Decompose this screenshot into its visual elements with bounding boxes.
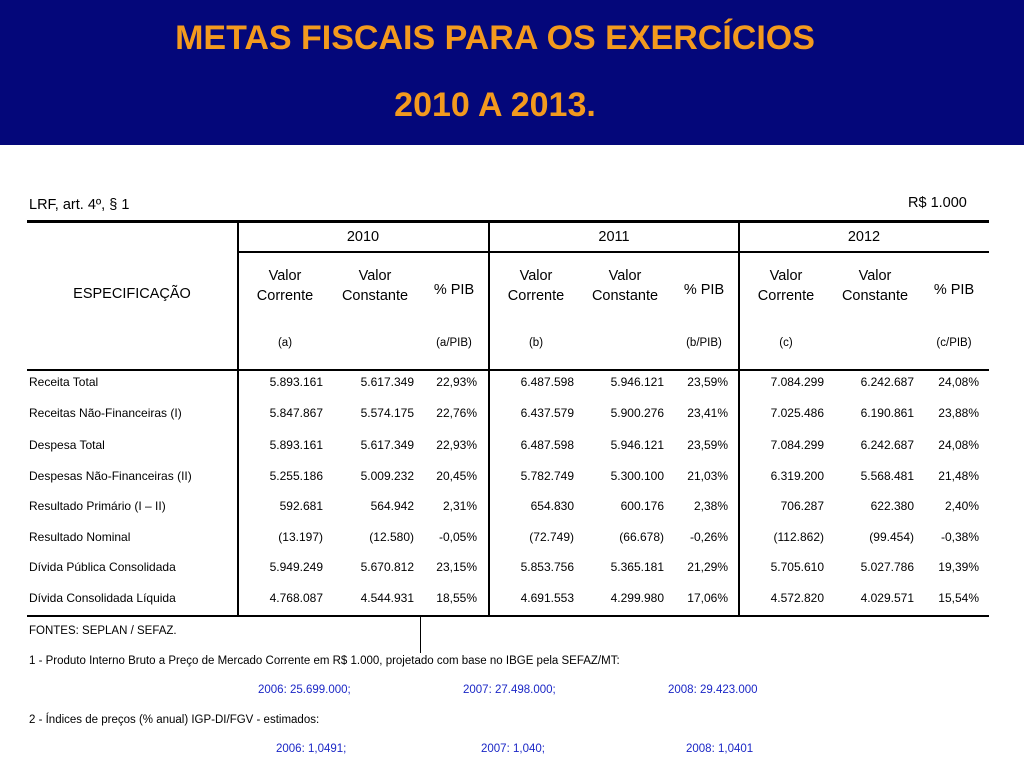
cell-value: 6.487.598 [520,375,574,389]
pib-2008: 2008: 29.423.000 [668,684,758,696]
col-header-valor-corrente [741,266,831,306]
col-header-pib: % PIB [933,282,975,298]
cell-value: 706.287 [780,499,824,513]
col-header-valor-corrente [491,266,581,306]
cell-value: 5.705.610 [770,560,824,574]
cell-value: 5.255.186 [269,469,323,483]
row-label: Dívida Pública Consolidada [29,560,176,574]
cell-value: 22,93% [436,438,477,452]
cell-value: 4.691.553 [520,591,574,605]
cell-value: 22,76% [436,406,477,420]
spec-header: ESPECIFICAÇÃO [73,286,191,302]
year-header-2012: 2012 [847,229,881,245]
cell-value: 592.681 [279,499,323,513]
col-subheader: (a/PIB) [436,337,472,349]
footnote-sources: FONTES: SEPLAN / SEFAZ. [29,625,177,637]
table-bottom-rule [27,615,989,617]
stray-vertical-line [420,615,421,653]
cell-value: 4.572.820 [770,591,824,605]
spec-column-divider [237,222,239,616]
slide-title-line2: 2010 A 2013. [394,86,596,124]
cell-value: 21,03% [687,469,728,483]
cell-value: 5.365.181 [610,560,664,574]
cell-value: 24,08% [938,438,979,452]
col-header-valor-constante [830,266,920,306]
cell-value: 5.670.812 [360,560,414,574]
cell-value: 4.768.087 [269,591,323,605]
cell-value: 622.380 [870,499,914,513]
row-label: Receitas Não-Financeiras (I) [29,406,182,420]
col-header-valor-constante [330,266,420,306]
row-label: Resultado Primário (I – II) [29,499,166,513]
cell-value: -0,26% [689,530,728,544]
col-subheader: (a) [277,337,293,349]
cell-value: 23,59% [687,375,728,389]
pib-2007: 2007: 27.498.000; [463,684,556,696]
cell-value: 564.942 [370,499,414,513]
col-header-line1: Valor [358,268,392,284]
cell-value: 7.025.486 [770,406,824,420]
cell-value: 2,31% [442,499,477,513]
cell-value: 6.487.598 [520,438,574,452]
slide-title-line1: METAS FISCAIS PARA OS EXERCÍCIOS [175,19,815,57]
cell-value: 5.853.756 [520,560,574,574]
cell-value: 2,40% [944,499,979,513]
col-subheader: (b/PIB) [686,337,722,349]
col-header-valor-corrente [240,266,330,306]
col-header-line2: Constante [341,288,409,304]
cell-value: 24,08% [938,375,979,389]
cell-value: 6.437.579 [520,406,574,420]
cell-value: 23,88% [938,406,979,420]
table-top-rule [27,220,989,223]
cell-value: 5.300.100 [610,469,664,483]
price-index-2006: 2006: 1,0491; [276,743,347,755]
cell-value: (13.197) [278,530,323,544]
cell-value: (72.749) [529,530,574,544]
cell-value: (12.580) [369,530,414,544]
cell-value: 600.176 [620,499,664,513]
legal-reference: LRF, art. 4º, § 1 [29,197,130,213]
col-subheader: (c) [779,337,793,349]
cell-value: -0,38% [940,530,979,544]
cell-value: 5.893.161 [269,438,323,452]
col-header-line2: Corrente [507,288,565,304]
cell-value: 5.949.249 [269,560,323,574]
year-2012-divider [738,222,740,616]
year-header-2011: 2011 [598,229,630,245]
cell-value: 23,15% [436,560,477,574]
col-header-line1: Valor [268,268,302,284]
cell-value: 20,45% [436,469,477,483]
pib-2006: 2006: 25.699.000; [258,684,351,696]
col-header-line1: Valor [608,268,642,284]
cell-value: 5.617.349 [360,438,414,452]
year-2011-divider [488,222,490,616]
cell-value: 23,41% [687,406,728,420]
row-label: Despesas Não-Financeiras (II) [29,469,192,483]
cell-value: 4.029.571 [860,591,914,605]
cell-value: 5.574.175 [360,406,414,420]
cell-value: (99.454) [869,530,914,544]
cell-value: 21,29% [687,560,728,574]
cell-value: 22,93% [436,375,477,389]
row-label: Despesa Total [29,438,105,452]
cell-value: 23,59% [687,438,728,452]
cell-value: 15,54% [938,591,979,605]
col-header-line2: Constante [841,288,909,304]
cell-value: 7.084.299 [770,375,824,389]
cell-value: 6.319.200 [770,469,824,483]
cell-value: 6.190.861 [860,406,914,420]
price-index-2007: 2007: 1,040; [481,743,545,755]
cell-value: 4.544.931 [360,591,414,605]
col-header-pib: % PIB [433,282,475,298]
cell-value: 5.946.121 [610,438,664,452]
year-header-2010: 2010 [346,229,380,245]
cell-value: 654.830 [530,499,574,513]
col-header-line2: Constante [591,288,659,304]
row-label: Receita Total [29,375,99,389]
cell-value: 6.242.687 [860,375,914,389]
header-bottom-rule [27,369,989,371]
cell-value: 5.027.786 [860,560,914,574]
cell-value: (112.862) [773,530,824,544]
col-header-line2: Corrente [757,288,815,304]
col-header-line1: Valor [769,268,803,284]
cell-value: 19,39% [938,560,979,574]
cell-value: 18,55% [436,591,477,605]
cell-value: (66.678) [619,530,664,544]
year-header-rule [238,251,989,253]
cell-value: 6.242.687 [860,438,914,452]
col-header-valor-constante [580,266,670,306]
cell-value: -0,05% [438,530,477,544]
cell-value: 7.084.299 [770,438,824,452]
footnote-1: 1 - Produto Interno Bruto a Preço de Mercado Corrente em R$ 1.000, projetado com base no IBGE pela SEFAZ/MT: [29,655,620,667]
col-subheader: (b) [528,337,544,349]
col-header-line1: Valor [519,268,553,284]
cell-value: 5.847.867 [269,406,323,420]
col-subheader: (c/PIB) [936,337,972,349]
price-index-2008: 2008: 1,0401 [686,743,754,755]
cell-value: 5.893.161 [269,375,323,389]
row-label: Resultado Nominal [29,530,131,544]
cell-value: 17,06% [687,591,728,605]
unit-label: R$ 1.000 [908,195,967,211]
footnote-2: 2 - Índices de preços (% anual) IGP-DI/FGV - estimados: [29,714,320,726]
col-header-line1: Valor [858,268,892,284]
cell-value: 5.617.349 [360,375,414,389]
cell-value: 5.782.749 [520,469,574,483]
col-header-pib: % PIB [683,282,725,298]
cell-value: 2,38% [693,499,728,513]
cell-value: 21,48% [938,469,979,483]
row-label: Dívida Consolidada Líquida [29,591,176,605]
cell-value: 4.299.980 [610,591,664,605]
col-header-line2: Corrente [256,288,314,304]
cell-value: 5.009.232 [360,469,414,483]
cell-value: 5.568.481 [860,469,914,483]
cell-value: 5.946.121 [610,375,664,389]
cell-value: 5.900.276 [610,406,664,420]
